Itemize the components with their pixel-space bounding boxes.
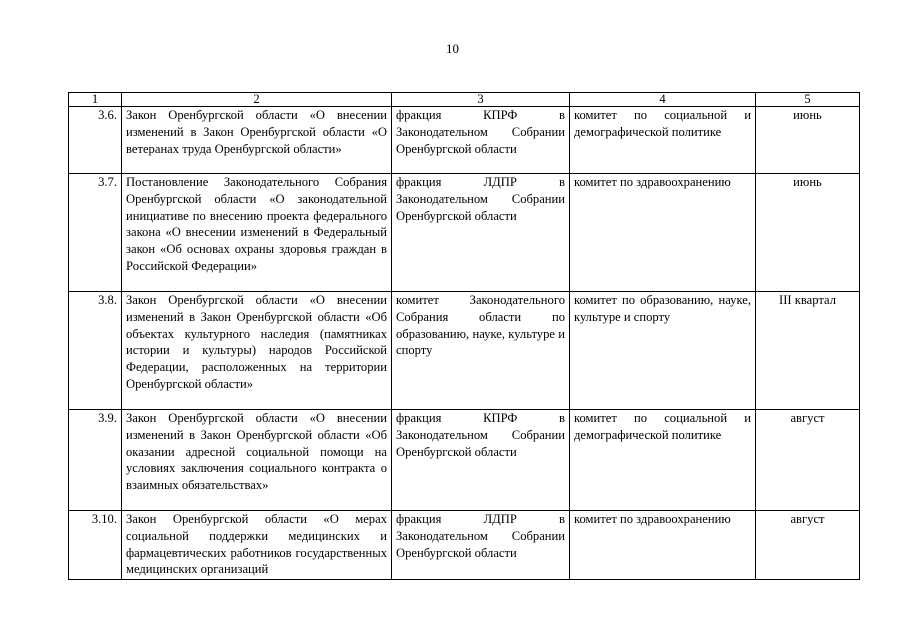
item-number: 3.6. xyxy=(69,107,122,174)
responsible-committee: комитет по образованию, науке, культуре и спорту xyxy=(570,292,756,410)
initiator: фракция КПРФ в Законодательном Собрании Оренбургской области xyxy=(392,410,570,511)
responsible-committee: комитет по здравоохранению xyxy=(570,174,756,292)
table-row xyxy=(69,511,860,580)
table-row xyxy=(69,107,860,174)
deadline: III квартал xyxy=(756,292,860,410)
page-number: 10 xyxy=(446,41,459,56)
responsible-committee: комитет по здравоохранению xyxy=(570,511,756,580)
document-title: Закон Оренбургской области «О внесении изменений в Закон Оренбургской области «Об оказании адресной социальной помощи на условиях заключения социального контракта о взаимных обязательствах» xyxy=(122,410,392,511)
deadline: июнь xyxy=(756,107,860,174)
column-header: 5 xyxy=(756,93,860,107)
item-number: 3.10. xyxy=(69,511,122,580)
table-row xyxy=(69,174,860,292)
deadline: август xyxy=(756,410,860,511)
initiator: фракция ЛДПР в Законодательном Собрании Оренбургской области xyxy=(392,174,570,292)
item-number: 3.9. xyxy=(69,410,122,511)
column-header: 2 xyxy=(122,93,392,107)
item-number: 3.8. xyxy=(69,292,122,410)
responsible-committee: комитет по социальной и демографической политике xyxy=(570,410,756,511)
legislative-plan-table xyxy=(68,92,860,580)
document-title: Закон Оренбургской области «О внесении изменений в Закон Оренбургской области «Об объектах культурного наследия (памятниках истории и культуры) народов Российской Федерации, расположенных на территории Оренбургской области» xyxy=(122,292,392,410)
table-row xyxy=(69,410,860,511)
table-row xyxy=(69,292,860,410)
column-header: 3 xyxy=(392,93,570,107)
deadline: июнь xyxy=(756,174,860,292)
responsible-committee: комитет по социальной и демографической политике xyxy=(570,107,756,174)
document-title: Закон Оренбургской области «О мерах социальной поддержки медицинских и фармацевтических работников государственных медицинских организаций xyxy=(122,511,392,580)
column-header: 4 xyxy=(570,93,756,107)
item-number: 3.7. xyxy=(69,174,122,292)
table-header-row xyxy=(69,93,860,107)
initiator: фракция ЛДПР в Законодательном Собрании Оренбургской области xyxy=(392,511,570,580)
column-header: 1 xyxy=(69,93,122,107)
initiator: комитет Законодательного Собрания области по образованию, науке, культуре и спорту xyxy=(392,292,570,410)
document-title: Закон Оренбургской области «О внесении изменений в Закон Оренбургской области «О ветеранах труда Оренбургской области» xyxy=(122,107,392,174)
initiator: фракция КПРФ в Законодательном Собрании Оренбургской области xyxy=(392,107,570,174)
deadline: август xyxy=(756,511,860,580)
document-title: Постановление Законодательного Собрания Оренбургской области «О законодательной инициативе по внесению проекта федерального закона «О внесении изменений в Федеральный закон «Об основах охраны здоровья граждан в Российской Федерации» xyxy=(122,174,392,292)
